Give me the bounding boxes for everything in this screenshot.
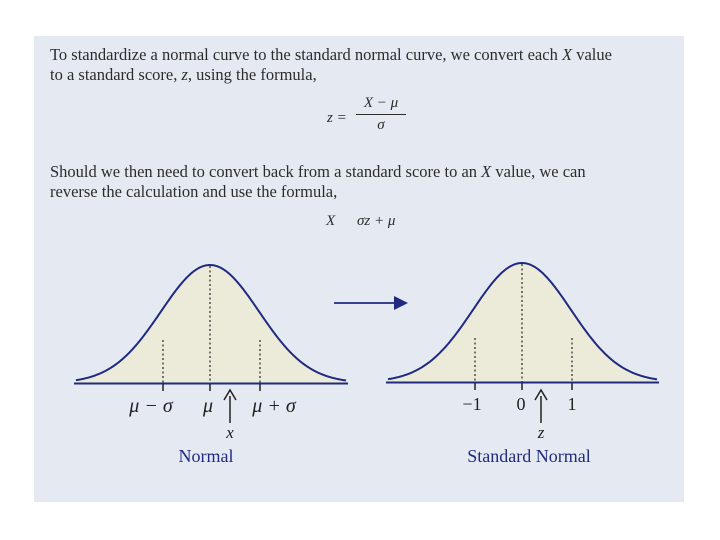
intro-line-2-end: , using the formula,: [187, 65, 317, 84]
standard-normal-tick-label-left: −1: [462, 394, 482, 414]
reverse-line-1-text: Should we then need to convert back from a standard score to an: [50, 162, 482, 181]
intro-line-2-text: to a standard score,: [50, 65, 182, 84]
intro-line-1-var: X: [561, 45, 573, 64]
formula1-denominator: σ: [377, 117, 385, 133]
transform-arrow: [334, 296, 408, 310]
normal-tick-label-right: μ + σ: [252, 395, 296, 417]
formula1-lhs: z =: [327, 110, 347, 126]
normal-tick-label-left: μ − σ: [129, 395, 173, 417]
reverse-line-1-var: X: [481, 162, 492, 181]
intro-line-2-var: z: [181, 65, 188, 84]
intro-line-1-text: To standardize a normal curve to the standard normal curve, we convert each: [50, 45, 562, 64]
standard-normal-caption: Standard Normal: [467, 446, 591, 466]
normal-tick-label-center: μ: [202, 395, 214, 417]
standard-normal-curve-group: [386, 263, 659, 466]
normal-curve-group: [74, 265, 348, 466]
arrow-right-icon: [394, 296, 408, 310]
normal-caption: Normal: [178, 446, 234, 466]
formula2-rhs: σz + μ: [357, 213, 396, 229]
formula2-lhs: X: [326, 213, 336, 229]
standard-normal-tick-label-center: 0: [516, 394, 526, 414]
standard-normal-arrow-label: z: [537, 423, 545, 442]
formula1-numerator: X − μ: [363, 95, 399, 111]
intro-line-1-end: value: [572, 45, 612, 64]
reverse-line-2: reverse the calculation and use the formula,: [50, 182, 338, 201]
reverse-line-1-end: value, we can: [491, 162, 586, 181]
standard-normal-tick-label-right: 1: [567, 394, 577, 414]
normal-arrow-label: x: [226, 423, 234, 442]
